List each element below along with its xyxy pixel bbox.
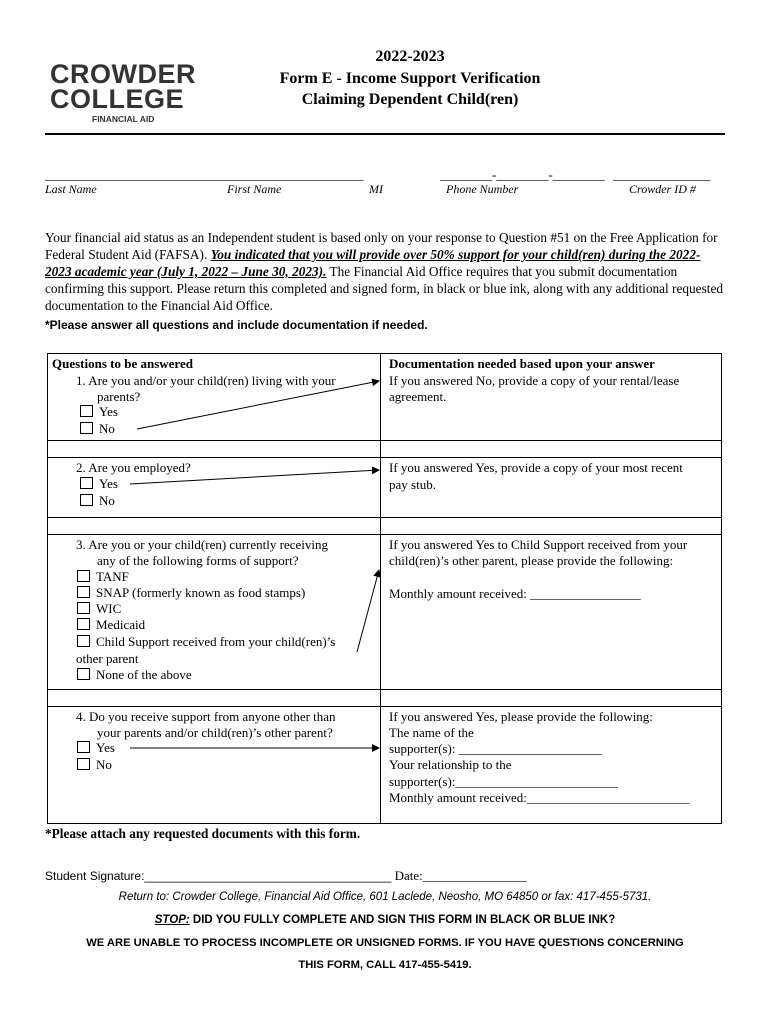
q2-doc-line2: pay stub. — [389, 477, 436, 492]
intro-support-statement: You indicated that you will provide over 50% support for your child(ren) during the 2022-2023 academic year (July 1, 2022 – June 30, 2023). — [45, 247, 701, 279]
q4-text-line1: 4. Do you receive support from anyone other than — [76, 709, 336, 724]
intro-part2: The Financial Aid Office requires that you submit documentation confirming this support. Please return this completed and signed form, in black or blue ink, along with any additional requested documentation to the Financial Aid Office. — [45, 264, 723, 313]
q3-text-line1: 3. Are you or your child(ren) currently receiving — [76, 537, 328, 552]
q2-text: 2. Are you employed? — [76, 460, 191, 475]
q3-monthly-amount-field[interactable]: Monthly amount received: _________________ — [389, 586, 641, 601]
intro-part1: Your financial aid status as an Independent student is based only on your response to Question #51 on the Free Application for Federal Student Aid (FAFSA). — [45, 230, 718, 262]
signature-label: Student Signature: — [45, 869, 145, 883]
q2-no-label: No — [99, 493, 115, 508]
incomplete-warning-line1: WE ARE UNABLE TO PROCESS INCOMPLETE OR UNSIGNED FORMS. IF YOU HAVE QUESTIONS CONCERNING — [86, 937, 684, 949]
phone-field[interactable]: ________-________-________ — [440, 167, 605, 182]
q2-yes-label: Yes — [99, 476, 118, 491]
q1-text-line2: parents? — [97, 389, 141, 404]
incomplete-warning-line2: THIS FORM, CALL 417-455-5419. — [298, 959, 472, 971]
first-name-label: First Name — [227, 182, 282, 196]
q3-medicaid-label: Medicaid — [96, 617, 146, 632]
return-address: Return to: Crowder College, Financial Aid Office, 601 Laclede, Neosho, MO 64850 or fax: 417-455-5731. — [118, 891, 652, 903]
q3-doc-line1: If you answered Yes to Child Support received from your — [389, 537, 688, 552]
form-title: Form E - Income Support Verification — [279, 70, 541, 87]
crowder-id-label: Crowder ID # — [629, 182, 696, 196]
q3-child-support-label: Child Support received from your child(ren)’s — [96, 634, 336, 649]
q4-doc-line2: The name of the — [389, 725, 474, 740]
logo-line2: COLLEGE — [50, 84, 185, 114]
logo-sub: FINANCIAL AID — [92, 114, 155, 124]
q3-doc-line2: child(ren)’s other parent, please provide the following: — [389, 553, 674, 568]
q4-yes-label: Yes — [96, 740, 115, 755]
q1-doc-line1: If you answered No, provide a copy of your rental/lease — [389, 373, 680, 388]
arrow-q1 — [137, 381, 379, 429]
q4-no-label: No — [96, 757, 112, 772]
form-subtitle: Claiming Dependent Child(ren) — [301, 91, 519, 108]
q4-supporter-name-field[interactable]: supporter(s): ______________________ — [389, 741, 602, 756]
signature-row — [45, 868, 527, 884]
mi-label: MI — [369, 182, 383, 196]
q4-doc-line1: If you answered Yes, please provide the following: — [389, 709, 653, 724]
form-year: 2022-2023 — [375, 48, 445, 65]
arrow-q3 — [357, 570, 379, 652]
crowder-id-field[interactable]: _______________ — [613, 167, 711, 182]
stop-text: DID YOU FULLY COMPLETE AND SIGN THIS FORM IN BLACK OR BLUE INK? — [189, 914, 616, 926]
q3-wic-label: WIC — [96, 601, 122, 616]
q1-doc-line2: agreement. — [389, 389, 447, 404]
col-header-questions: Questions to be answered — [52, 356, 193, 371]
name-field[interactable]: _________________________________________________ — [45, 167, 364, 182]
last-name-label: Last Name — [45, 182, 97, 196]
q4-relationship-field[interactable]: supporter(s):_________________________ — [389, 774, 618, 789]
q3-text-line2: any of the following forms of support? — [97, 553, 299, 568]
stop-warning — [0, 914, 770, 926]
q3-child-support-wrap: other parent — [76, 651, 139, 666]
logo-line1: CROWDER — [50, 59, 196, 89]
q1-text-line1: 1. Are you and/or your child(ren) living with your — [76, 373, 336, 388]
q2-doc-line1: If you answered Yes, provide a copy of your most recent — [389, 460, 683, 475]
arrow-q2 — [130, 470, 379, 484]
stop-word: STOP: — [154, 914, 190, 926]
q3-none-label: None of the above — [96, 667, 192, 682]
answer-note: *Please answer all questions and include documentation if needed. — [45, 318, 428, 332]
attach-note: *Please attach any requested documents with this form. — [45, 826, 361, 841]
q1-no-label: No — [99, 421, 115, 436]
q3-tanf-label: TANF — [96, 569, 129, 584]
q3-snap-label: SNAP (formerly known as food stamps) — [96, 585, 306, 600]
q1-yes-label: Yes — [99, 404, 118, 419]
q4-doc-line4: Your relationship to the — [389, 757, 512, 772]
q4-monthly-amount-field[interactable]: Monthly amount received:_________________________ — [389, 790, 690, 805]
q4-text-line2: your parents and/or child(ren)’s other parent? — [97, 725, 333, 740]
col-header-documentation: Documentation needed based upon your answer — [389, 356, 655, 371]
phone-label: Phone Number — [446, 182, 519, 196]
signature-field[interactable]: _____________________________________ — [144, 869, 392, 883]
date-field[interactable]: Date:________________ — [391, 868, 527, 883]
